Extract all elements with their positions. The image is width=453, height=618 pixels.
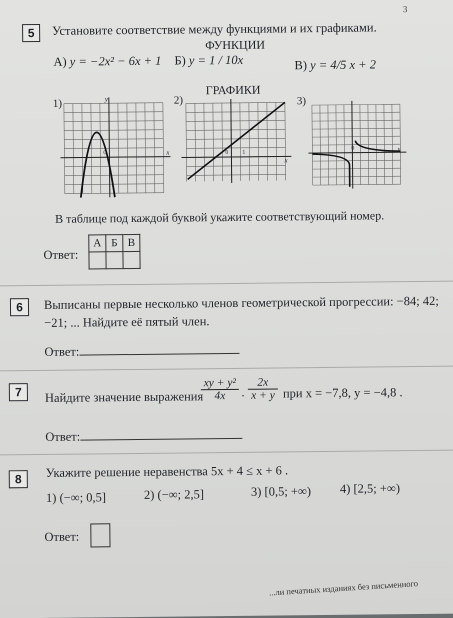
task5-answer-table — [88, 234, 140, 270]
option-3-value: [0,5; +∞) — [264, 484, 312, 499]
task5-answer-label: Ответ: — [43, 247, 79, 262]
graph2-x-label: x — [284, 156, 288, 165]
task6-answer-line[interactable] — [80, 353, 240, 356]
frac1-numerator: xy + y² — [201, 377, 239, 390]
page-number: 3 — [402, 4, 408, 15]
separator — [0, 366, 453, 372]
task6-text-line1: Выписаны первые несколько членов геометрической прогрессии: −84; 42; — [43, 293, 439, 312]
function-a — [53, 54, 161, 70]
graph1-parabola — [58, 97, 177, 200]
answer-header-v: В — [123, 234, 140, 251]
answer-cell-v[interactable] — [123, 251, 140, 268]
option-2-label: 2) — [143, 487, 155, 502]
frac1 — [201, 377, 239, 402]
function-b — [174, 53, 243, 69]
graph2-line — [181, 98, 297, 185]
graph3-hyperbola — [308, 100, 409, 189]
graph3-origin: 0 — [351, 145, 355, 152]
frac2-denominator: x + y — [251, 389, 275, 402]
graph3-x-label: x — [397, 145, 401, 154]
graphs-header: ГРАФИКИ — [205, 82, 261, 98]
task6-text-line2: −21; ... Найдите её пятый член. — [44, 314, 210, 330]
task7-number: 7 — [9, 383, 28, 401]
function-a-letter: А) — [53, 54, 67, 69]
option-3-label: 3) — [250, 484, 262, 499]
answer-cell-a[interactable] — [89, 252, 106, 269]
task8-answer-box[interactable] — [90, 523, 110, 547]
option-2-value: (−∞; 2,5] — [157, 487, 205, 502]
footer-fragment: ...ли печатных изданиях без письменного — [268, 578, 419, 598]
table-instruction: В таблице под каждой буквой укажите соответствующий номер. — [55, 208, 385, 226]
separator — [0, 450, 453, 456]
task7-answer-line[interactable] — [80, 438, 242, 441]
answer-header-a: А — [89, 235, 106, 252]
task8-option-1[interactable] — [46, 490, 106, 506]
task7-text-prefix: Найдите значение выражения — [44, 389, 204, 405]
function-v-letter: В) — [294, 58, 308, 73]
option-1-label: 1) — [45, 490, 57, 505]
function-b-formula: y = 1 / 10x — [188, 52, 244, 68]
option-4-label: 4) — [339, 481, 351, 496]
option-1-value: (−∞; 0,5] — [59, 490, 107, 505]
graph3-label: 3) — [296, 95, 307, 108]
graph1-label: 1) — [52, 97, 63, 110]
task8-text: Укажите решение неравенства 5x + 4 ≤ x + 6 . — [45, 463, 289, 480]
function-v — [294, 57, 376, 73]
frac1-denominator: 4x — [214, 390, 226, 403]
task7-text-suffix: при x = −7,8, y = −4,8 . — [282, 385, 403, 401]
task8-option-3[interactable] — [251, 484, 311, 500]
functions-header: ФУНКЦИИ — [205, 37, 266, 53]
task7-answer-label: Ответ: — [45, 429, 81, 444]
answer-cell-b[interactable] — [106, 252, 123, 269]
frac2 — [248, 376, 278, 401]
task8-number: 8 — [9, 470, 28, 488]
task5-instruction: Установите соответствие между функциями и их графиками. — [52, 20, 377, 38]
function-b-letter: Б) — [174, 53, 186, 68]
separator — [0, 281, 453, 287]
task8-option-2[interactable] — [144, 487, 204, 503]
task6-number: 6 — [10, 298, 29, 316]
task5-number: 5 — [22, 24, 40, 42]
multiply-dot: · — [240, 388, 246, 403]
graph2-label: 2) — [173, 94, 184, 107]
graph1-origin: 0 — [103, 150, 107, 157]
graph2-origin: 0 — [225, 149, 229, 157]
task8-option-4[interactable] — [340, 481, 400, 497]
graph1-y-label: y — [104, 95, 108, 104]
graph1-x-label: x — [166, 148, 170, 157]
frac2-numerator: 2x — [248, 376, 278, 389]
answer-header-b: Б — [106, 235, 123, 252]
task8-answer-label: Ответ: — [44, 529, 80, 544]
function-a-formula: y = −2x² − 6x + 1 — [69, 53, 162, 69]
task6-answer-label: Ответ: — [44, 344, 80, 359]
function-v-formula: y = 4/5 x + 2 — [310, 57, 377, 73]
graph2-tick-one: 1 — [242, 149, 246, 156]
option-4-value: [2,5; +∞) — [353, 481, 401, 496]
